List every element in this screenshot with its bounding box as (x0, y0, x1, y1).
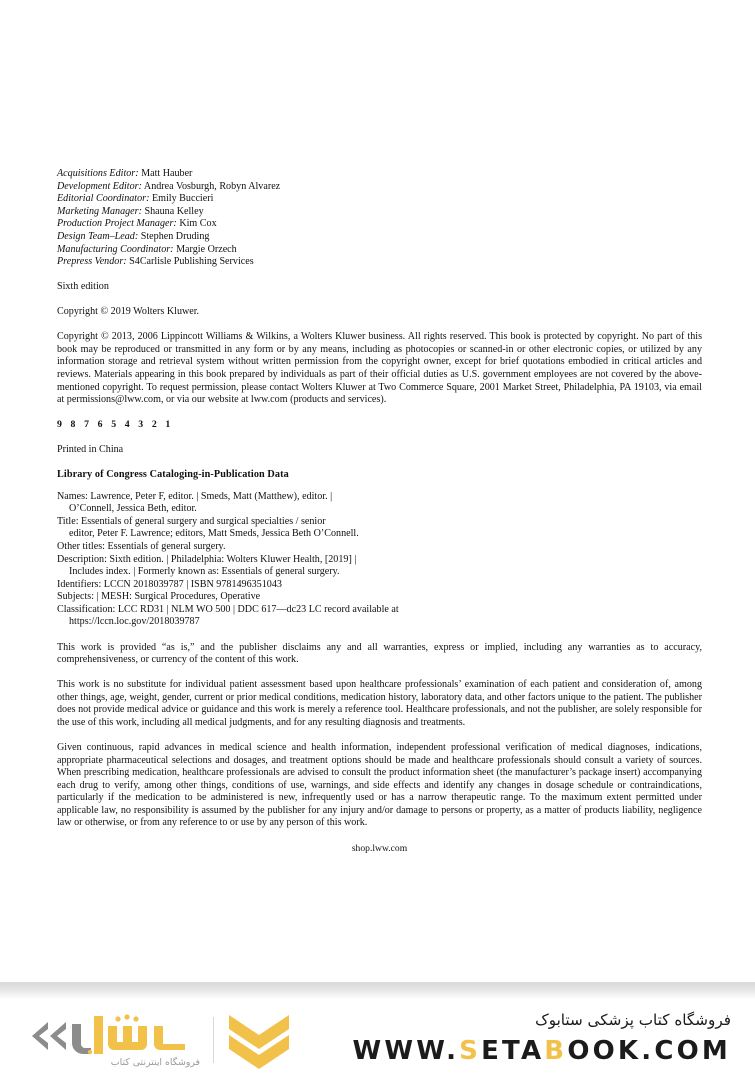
loc-cip-block (57, 491, 702, 629)
credit-name: Kim Cox (179, 218, 217, 230)
setabook-wordmark-icon (28, 1012, 200, 1056)
copyright-statement: Copyright © 2019 Wolters Kluwer. (57, 306, 200, 318)
printed-in-statement: Printed in China (57, 444, 124, 456)
setabook-banner (0, 982, 755, 1080)
disclaimer-as-is: This work is provided “as is,” and the publisher disclaims any and all warranties, express or implied, including any warranties as to accuracy, comprehensiveness, or currency of the content of this work. (57, 641, 702, 666)
logo-wordmark-group (28, 1012, 200, 1067)
site-url-part: OOK.COM (567, 1036, 731, 1067)
disclaimer-patient-assessment: This work is no substitute for individual patient assessment based upon healthcare professionals’ examination of each patient and consideration of, among other things, age, weight, gender, current or prior medical conditions, medication history, laboratory data, and other factors unique to the patient. The publisher does not provide medical advice or guidance and this work is merely a reference tool. Healthcare professionals, and not the publisher, are solely responsible for the use of this work, including all medical judgments, and for any resulting diagnosis and treatments. (57, 679, 702, 729)
double-chevron-icon (227, 1009, 291, 1071)
banner-top-fade (0, 982, 755, 999)
site-tagline-fa: فروشگاه کتاب پزشکی ستابوک (535, 1011, 731, 1030)
publisher-shop-url[interactable]: shop.lww.com (351, 842, 408, 854)
cip-line: editor, Peter F. Lawrence; editors, Matt Smeds, Jessica Beth O’Connell. (69, 528, 359, 540)
logo-divider (213, 1017, 214, 1063)
site-url-part: WWW. (352, 1036, 460, 1067)
page-content (57, 168, 702, 855)
cip-lccn-link[interactable]: https://lccn.loc.gov/2018039787 (69, 616, 200, 628)
credit-role: Manufacturing Coordinator: (57, 243, 174, 255)
cip-line: Title: Essentials of general surgery and surgical specialties / senior (57, 515, 326, 527)
site-url-part: B (544, 1036, 568, 1067)
banner-content (0, 999, 755, 1080)
staff-credits-block (57, 168, 702, 269)
credit-name: Andrea Vosburgh, Robyn Alvarez (143, 180, 281, 192)
cip-line: O’Connell, Jessica Beth, editor. (69, 503, 197, 515)
credit-role: Production Project Manager: (57, 218, 177, 230)
credit-line (57, 206, 702, 219)
cip-line: Other titles: Essentials of general surgery. (57, 540, 226, 552)
logo-subtitle: فروشگاه اینترنتی کتاب (110, 1056, 200, 1068)
cip-line: Classification: LCC RD31 | NLM WO 500 | DDC 617—dc23 LC record available at (57, 603, 399, 615)
credit-line (57, 231, 702, 244)
credit-name: Emily Buccieri (151, 193, 214, 205)
credit-role: Acquisitions Editor: (57, 168, 139, 179)
cip-line: Identifiers: LCCN 2018039787 | ISBN 9781496351043 (57, 578, 282, 590)
credit-name: Margie Orzech (176, 243, 237, 255)
site-text-group[interactable] (353, 1011, 737, 1067)
credit-name: Matt Hauber (141, 168, 193, 179)
credit-line (57, 181, 702, 194)
credit-line (57, 244, 702, 257)
site-url-part: S (459, 1036, 482, 1067)
site-url[interactable] (353, 1035, 731, 1068)
credit-line (57, 193, 702, 206)
setabook-logo[interactable] (28, 1009, 291, 1071)
credit-line (57, 256, 702, 269)
credit-role: Prepress Vendor: (57, 256, 127, 268)
cip-line: Includes index. | Formerly known as: Essentials of general surgery. (69, 566, 340, 578)
credit-name: S4Carlisle Publishing Services (129, 256, 254, 268)
credit-name: Stephen Druding (140, 230, 210, 242)
print-number-line: 9 8 7 6 5 4 3 2 1 (57, 419, 174, 431)
cip-line: Subjects: | MESH: Surgical Procedures, Operative (57, 591, 261, 603)
credit-role: Editorial Coordinator: (57, 193, 150, 205)
credit-role: Development Editor: (57, 180, 142, 192)
disclaimer-medical-advances: Given continuous, rapid advances in medical science and health information, independent professional verification of medical diagnoses, indications, appropriate pharmaceutical selections and dosages, and treatment options should be made and healthcare professionals should consult a variety of sources. When prescribing medication, healthcare professionals are advised to consult the product information sheet (the manufacturer’s package insert) accompanying each drug to verify, among other things, conditions of use, warnings, and side effects and identify any changes in dosage schedule or contraindications, particularly if the medication to be administered is new, infrequently used or has a narrow therapeutic range. To the maximum extent permitted under applicable law, no responsibility is assumed by the publisher for any injury and/or damage to persons or property, as a matter of products liability, negligence law or otherwise, or from any reference to or use by any person of this work. (57, 742, 702, 829)
credit-role: Marketing Manager: (57, 205, 142, 217)
edition-statement: Sixth edition (57, 281, 109, 293)
cip-line: Names: Lawrence, Peter F, editor. | Smeds, Matt (Matthew), editor. | (57, 490, 333, 502)
site-url-part: ETA (481, 1036, 545, 1067)
cip-line: Description: Sixth edition. | Philadelphia: Wolters Kluwer Health, [2019] | (57, 553, 357, 565)
credit-line (57, 168, 702, 181)
credit-name: Shauna Kelley (144, 205, 204, 217)
credit-line (57, 218, 702, 231)
loc-cip-heading: Library of Congress Cataloging-in-Publication Data (57, 469, 289, 481)
copyright-notice-full: Copyright © 2013, 2006 Lippincott Williams & Wilkins, a Wolters Kluwer business. All rights reserved. This book is protected by copyright. No part of this book may be reproduced or transmitted in any form or by any means, including as photocopies or scanned-in or other electronic copies, or utilized by any information storage and retrieval system without written permission from the copyright owner, except for brief quotations embodied in critical articles and reviews. Materials appearing in this book prepared by individuals as part of their official duties as U.S. government employees are not covered by the above-mentioned copyright. To request permission, please contact Wolters Kluwer at Two Commerce Square, 2001 Market Street, Philadelphia, PA 19103, via email at permissions@lww.com, or via our website at lww.com (products and services). (57, 331, 702, 406)
credit-role: Design Team–Lead: (57, 230, 139, 242)
